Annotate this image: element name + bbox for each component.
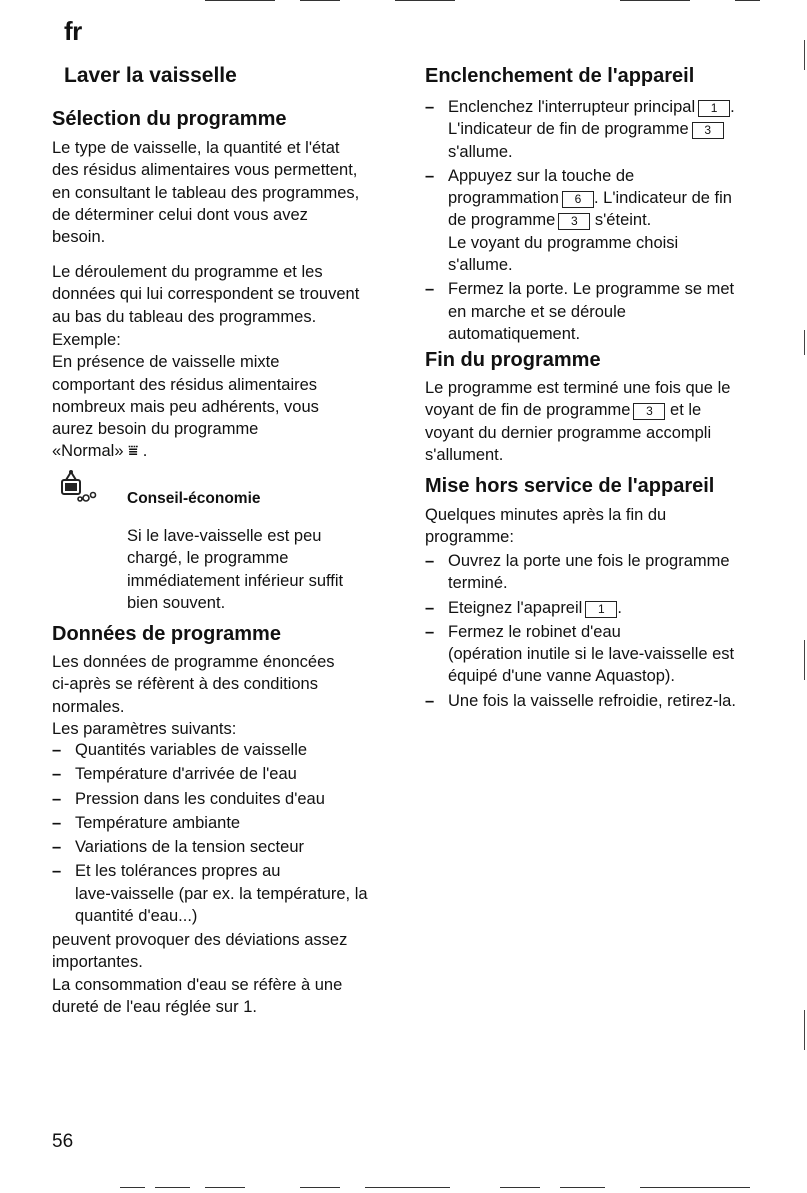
switch-off-steps (425, 550, 765, 714)
tip-text: Si le lave-vaisselle est peu chargé, le programme immédiatement inférieur suffit bien souvent. (127, 527, 344, 612)
heading-program-data: Données de programme (52, 623, 281, 645)
key-1-icon: 1 (585, 601, 617, 618)
scan-rule (620, 0, 690, 1)
list-item: – Quantités variables de vaisselle (52, 741, 308, 759)
data-intro: Les données de programme énoncées ci-après se réfèrent à des conditions normales. Les paramètres suivants: (52, 653, 335, 738)
example-paragraph: Exemple: En présence de vaisselle mixte comportant des résidus alimentaires nombreux mais peu adhérents, vous aurez besoin du programme «Normal» ⩸ . (52, 331, 319, 461)
scan-rule (560, 1187, 605, 1188)
tip-title: Conseil-économie (127, 490, 261, 507)
list-item: – Une fois la vaisselle refroidie, retirez-la. (425, 691, 736, 710)
list-item: – Variations de la tension secteur (52, 838, 304, 857)
list-item: – Et les tolérances propres au lave-vaisselle (par ex. la température, la quantité d'eau...) (52, 862, 368, 926)
section-title: Laver la vaisselle (64, 64, 237, 87)
parameter-list (52, 739, 397, 929)
switch-on-steps (425, 96, 765, 347)
indicator-3-icon: 3 (558, 213, 590, 230)
list-item: – Pression dans les conduites d'eau (52, 789, 325, 808)
scan-rule (205, 0, 275, 1)
selection-paragraph: Le type de vaisselle, la quantité et l'état des résidus alimentaires vous permettent, en consultant le tableau des programmes, de déterminer celui dont vous avez besoin. (52, 139, 360, 247)
scan-edge-mark (804, 40, 805, 70)
list-item: – Fermez la porte. Le programme se met en marche et se déroule automatiquement. (425, 280, 735, 343)
scan-rule (500, 1187, 540, 1188)
switch-off-intro: Quelques minutes après la fin du programme: (425, 506, 667, 547)
key-1-icon: 1 (698, 100, 730, 117)
scan-rule (735, 0, 760, 1)
heading-switch-on: Enclenchement de l'appareil (425, 65, 695, 87)
scan-edge-mark (804, 1010, 805, 1050)
program-end-text: Le programme est terminé une fois que le voyant de fin de programme 3 et le voyant du dernier programme accompli s'allument. (425, 379, 731, 464)
scan-edge-mark (804, 330, 805, 355)
scan-rule (640, 1187, 750, 1188)
page-number: 56 (52, 1131, 74, 1152)
list-item: – Ouvrez la porte une fois le programme terminé. (425, 552, 730, 593)
scan-rule (395, 0, 455, 1)
list-item: – Fermez le robinet d'eau (opération inutile si le lave-vaisselle est équipé d'une vanne Aquastop). (425, 622, 735, 686)
indicator-3-icon: 3 (692, 122, 724, 139)
heading-switch-off: Mise hors service de l'appareil (425, 475, 715, 497)
scan-rule (300, 1187, 340, 1188)
scan-rule (205, 1187, 245, 1188)
list-item: – Eteignez l'apapreil 1 . (425, 598, 622, 617)
heading-program-selection: Sélection du programme (52, 108, 287, 130)
scan-rule (120, 1187, 145, 1188)
sequence-paragraph: Le déroulement du programme et les données qui lui correspondent se trouvent au bas du tableau des programmes. (52, 263, 360, 326)
language-label: fr (64, 16, 82, 46)
list-item: – Appuyez sur la touche de programmation 6 . L'indicateur de fin de programme 3 s'éteint. Le voyant du programme choisi s'allume. (425, 166, 732, 275)
list-item: – Température ambiante (52, 813, 241, 832)
scan-rule (155, 1187, 190, 1188)
data-outro: peuvent provoquer des déviations assez importantes. La consommation d'eau se réfère à une dureté de l'eau réglée sur 1. (52, 931, 348, 1016)
economy-tip-icon (60, 468, 100, 504)
heading-program-end: Fin du programme (425, 349, 601, 371)
key-6-icon: 6 (562, 191, 594, 208)
scan-rule (365, 1187, 450, 1188)
scan-rule (300, 0, 340, 1)
list-item: – Température d'arrivée de l'eau (52, 765, 297, 784)
list-item: – Enclenchez l'interrupteur principal 1 . L'indicateur de fin de programme 3 s'allume. (425, 98, 735, 161)
scan-edge-mark (804, 640, 805, 680)
indicator-3-icon: 3 (633, 403, 665, 420)
